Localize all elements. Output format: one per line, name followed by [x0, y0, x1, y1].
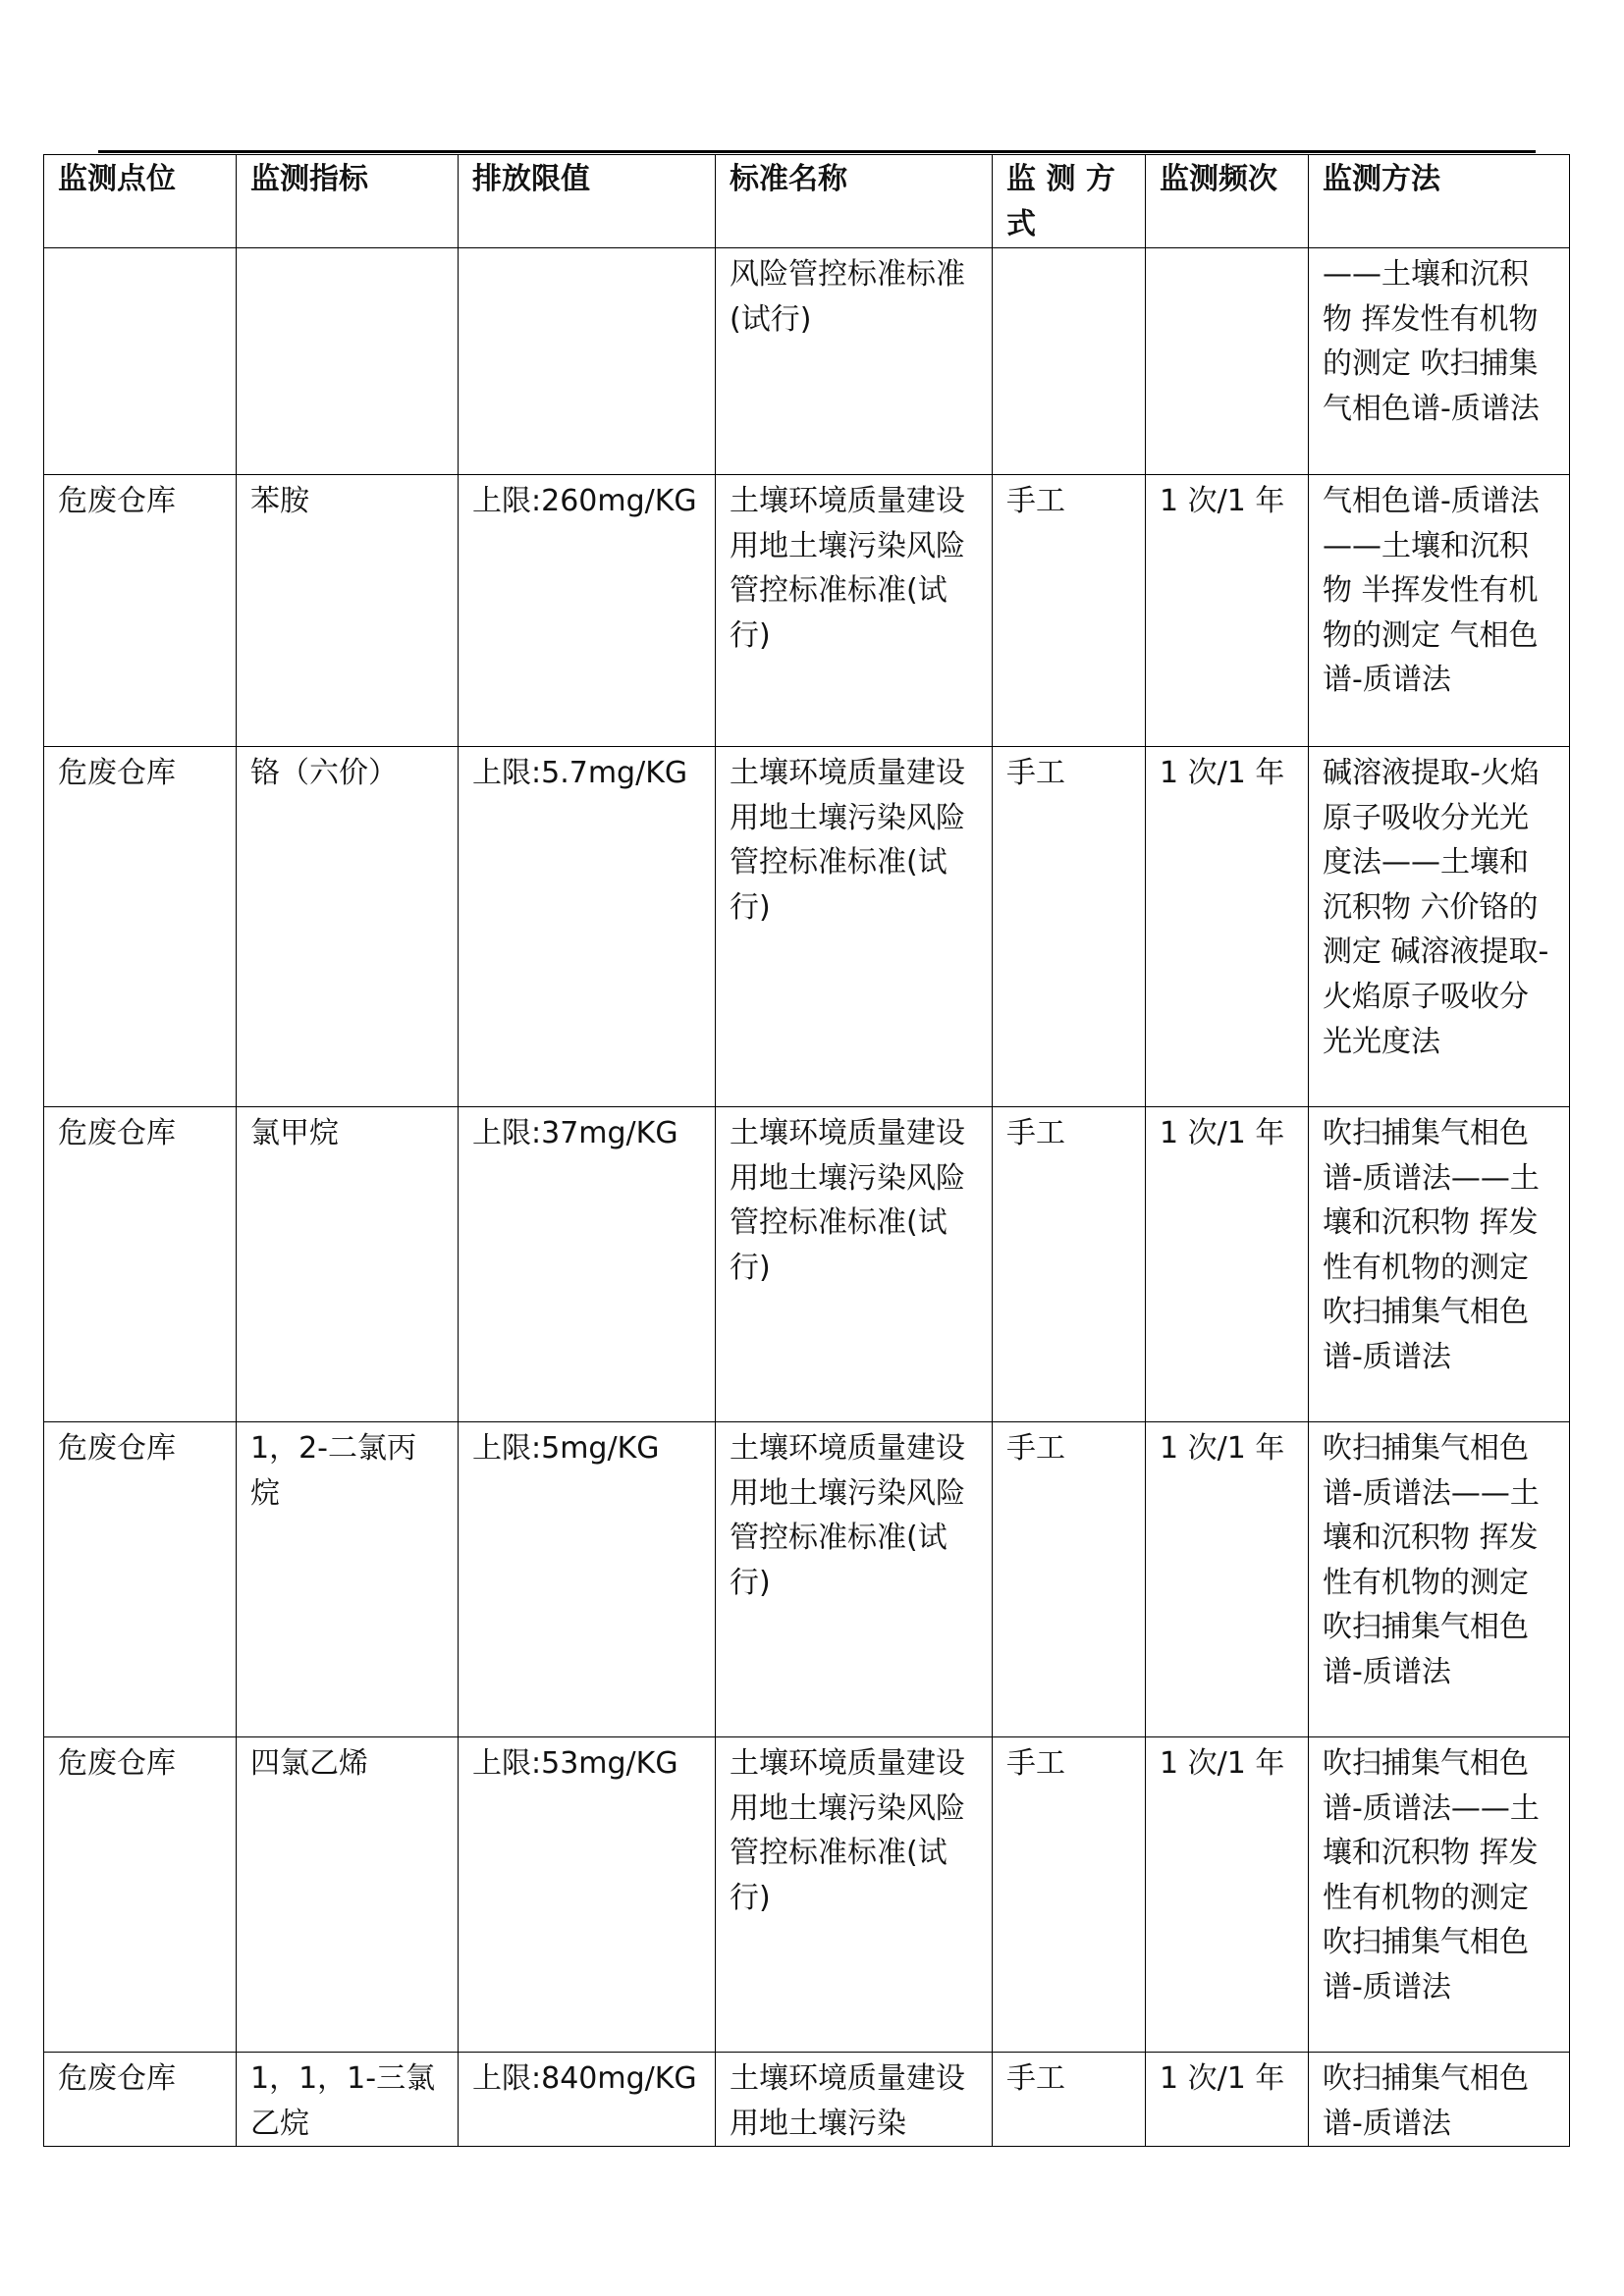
cell-method: ——土壤和沉积物 挥发性有机物的测定 吹扫捕集气相色谱-质谱法 [1309, 248, 1570, 475]
cell-location: 危废仓库 [44, 1737, 237, 2053]
cell-limit: 上限:840mg/KG [459, 2053, 716, 2147]
header-limit: 排放限值 [459, 155, 716, 248]
cell-frequency: 1 次/1 年 [1146, 475, 1309, 747]
cell-mode [993, 248, 1146, 475]
cell-method: 吹扫捕集气相色谱-质谱法——土壤和沉积物 挥发性有机物的测定 吹扫捕集气相色谱-质谱法 [1309, 1107, 1570, 1422]
cell-limit: 上限:53mg/KG [459, 1737, 716, 2053]
cell-limit: 上限:37mg/KG [459, 1107, 716, 1422]
cell-method: 吹扫捕集气相色谱-质谱法——土壤和沉积物 挥发性有机物的测定 吹扫捕集气相色谱-质谱法 [1309, 1422, 1570, 1737]
cell-method: 气相色谱-质谱法——土壤和沉积物 半挥发性有机物的测定 气相色谱-质谱法 [1309, 475, 1570, 747]
cell-standard: 土壤环境质量建设用地土壤污染风险管控标准标准(试行) [716, 1107, 993, 1422]
table-row [44, 1422, 1570, 1737]
header-indicator: 监测指标 [237, 155, 459, 248]
cell-mode: 手工 [993, 2053, 1146, 2147]
header-standard: 标准名称 [716, 155, 993, 248]
table-row [44, 747, 1570, 1107]
cell-mode: 手工 [993, 1107, 1146, 1422]
table-row [44, 475, 1570, 747]
cell-limit: 上限:260mg/KG [459, 475, 716, 747]
table-row [44, 1737, 1570, 2053]
cell-mode: 手工 [993, 1422, 1146, 1737]
monitoring-table [43, 154, 1570, 2147]
cell-frequency: 1 次/1 年 [1146, 747, 1309, 1107]
cell-location: 危废仓库 [44, 2053, 237, 2147]
cell-location: 危废仓库 [44, 747, 237, 1107]
table-row [44, 2053, 1570, 2147]
cell-location: 危废仓库 [44, 1422, 237, 1737]
cell-frequency: 1 次/1 年 [1146, 2053, 1309, 2147]
cell-limit [459, 248, 716, 475]
cell-frequency [1146, 248, 1309, 475]
table-row-continued [44, 248, 1570, 475]
cell-frequency: 1 次/1 年 [1146, 1737, 1309, 2053]
cell-limit: 上限:5mg/KG [459, 1422, 716, 1737]
cell-standard: 土壤环境质量建设用地土壤污染风险管控标准标准(试行) [716, 1737, 993, 2053]
table-header-row [44, 155, 1570, 248]
cell-standard: 土壤环境质量建设用地土壤污染风险管控标准标准(试行) [716, 475, 993, 747]
cell-standard: 土壤环境质量建设用地土壤污染 [716, 2053, 993, 2147]
cell-indicator: 氯甲烷 [237, 1107, 459, 1422]
cell-indicator: 四氯乙烯 [237, 1737, 459, 2053]
cell-indicator: 苯胺 [237, 475, 459, 747]
cell-indicator: 1，1，1-三氯乙烷 [237, 2053, 459, 2147]
cell-limit: 上限:5.7mg/KG [459, 747, 716, 1107]
cell-location [44, 248, 237, 475]
cell-method: 碱溶液提取-火焰原子吸收分光光度法——土壤和沉积物 六价铬的测定 碱溶液提取-火焰原子吸收分光光度法 [1309, 747, 1570, 1107]
cell-indicator [237, 248, 459, 475]
header-mode: 监 测 方 式 [993, 155, 1146, 248]
cell-indicator: 1，2-二氯丙烷 [237, 1422, 459, 1737]
cell-location: 危废仓库 [44, 1107, 237, 1422]
cell-location: 危废仓库 [44, 475, 237, 747]
table-row [44, 1107, 1570, 1422]
header-rule [98, 150, 1536, 153]
cell-method: 吹扫捕集气相色谱-质谱法——土壤和沉积物 挥发性有机物的测定 吹扫捕集气相色谱-质谱法 [1309, 1737, 1570, 2053]
cell-standard: 风险管控标准标准(试行) [716, 248, 993, 475]
cell-method: 吹扫捕集气相色谱-质谱法 [1309, 2053, 1570, 2147]
cell-standard: 土壤环境质量建设用地土壤污染风险管控标准标准(试行) [716, 1422, 993, 1737]
cell-frequency: 1 次/1 年 [1146, 1107, 1309, 1422]
cell-mode: 手工 [993, 747, 1146, 1107]
cell-standard: 土壤环境质量建设用地土壤污染风险管控标准标准(试行) [716, 747, 993, 1107]
cell-mode: 手工 [993, 475, 1146, 747]
cell-frequency: 1 次/1 年 [1146, 1422, 1309, 1737]
cell-indicator: 铬（六价） [237, 747, 459, 1107]
header-location: 监测点位 [44, 155, 237, 248]
header-method: 监测方法 [1309, 155, 1570, 248]
header-frequency: 监测频次 [1146, 155, 1309, 248]
cell-mode: 手工 [993, 1737, 1146, 2053]
